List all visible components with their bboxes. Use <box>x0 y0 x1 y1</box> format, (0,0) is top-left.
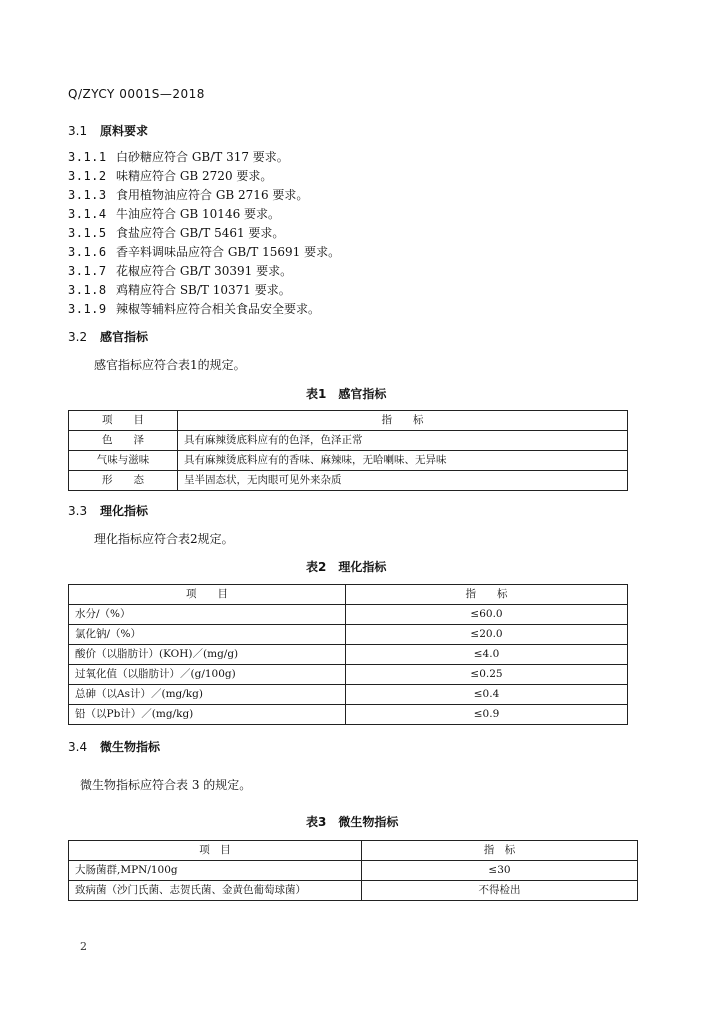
section-number: 3.4 <box>68 740 88 754</box>
table-row <box>69 451 628 471</box>
table-caption-3: 表3 微生物指标 <box>306 815 399 829</box>
table-row <box>69 645 628 665</box>
table-cell: 酸价（以脂肪计）(KOH)／(mg/g) <box>69 645 346 665</box>
section-paragraph: 理化指标应符合表2规定。 <box>94 532 234 546</box>
table-cell: 具有麻辣烫底料应有的色泽，色泽正常 <box>178 431 628 451</box>
physicochemical-table <box>68 584 628 725</box>
clause-3-1-6 <box>68 243 340 260</box>
table-cell: ≤30 <box>362 861 638 881</box>
clause-3-1-7 <box>68 262 292 279</box>
table-row <box>69 605 628 625</box>
clause-text: 食用植物油应符合 GB 2716 要求。 <box>116 188 309 202</box>
clause-number: 3.1.5 <box>68 226 107 240</box>
table-row <box>69 471 628 491</box>
clause-text: 牛油应符合 GB 10146 要求。 <box>116 207 281 221</box>
table-header-cell: 项 目 <box>69 585 346 605</box>
table-cell: 氯化钠/（%） <box>69 625 346 645</box>
clause-text: 香辛料调味品应符合 GB/T 15691 要求。 <box>116 245 341 259</box>
table-row <box>69 705 628 725</box>
table-cell: 气味与滋味 <box>69 451 178 471</box>
table-cell: 致病菌（沙门氏菌、志贺氏菌、金黄色葡萄球菌） <box>69 881 362 901</box>
table-row <box>69 431 628 451</box>
section-number: 3.3 <box>68 504 88 518</box>
clause-text: 辣椒等辅料应符合相关食品安全要求。 <box>116 302 321 316</box>
table-cell: 水分/（%） <box>69 605 346 625</box>
table-cell: ≤20.0 <box>346 625 628 645</box>
section-heading-3-1 <box>68 122 148 139</box>
section-number: 3.1 <box>68 124 88 138</box>
clause-number: 3.1.1 <box>68 150 107 164</box>
sensory-table <box>68 410 628 491</box>
table-header-cell: 项 目 <box>69 411 178 431</box>
clause-number: 3.1.2 <box>68 169 107 183</box>
table-cell: 大肠菌群,MPN/100g <box>69 861 362 881</box>
table-row <box>69 881 638 901</box>
clause-3-1-2 <box>68 167 272 184</box>
section-title: 理化指标 <box>100 504 149 518</box>
table-header-cell: 指 标 <box>362 841 638 861</box>
table-cell: 形 态 <box>69 471 178 491</box>
section-paragraph: 微生物指标应符合表 3 的规定。 <box>80 778 252 792</box>
table-cell: 不得检出 <box>362 881 638 901</box>
section-title: 原料要求 <box>100 124 149 138</box>
table-header-row <box>69 585 628 605</box>
table-cell: 总砷（以As计）／(mg/kg) <box>69 685 346 705</box>
table-header-row <box>69 411 628 431</box>
section-heading-3-3 <box>68 502 148 519</box>
clause-number: 3.1.6 <box>68 245 107 259</box>
table-cell: 色 泽 <box>69 431 178 451</box>
clause-text: 鸡精应符合 SB/T 10371 要求。 <box>116 283 291 297</box>
table-row <box>69 625 628 645</box>
clause-number: 3.1.3 <box>68 188 107 202</box>
clause-3-1-9 <box>68 300 320 317</box>
clause-number: 3.1.4 <box>68 207 107 221</box>
table-header-cell: 指 标 <box>346 585 628 605</box>
clause-number: 3.1.8 <box>68 283 107 297</box>
clause-3-1-8 <box>68 281 291 298</box>
table-row <box>69 685 628 705</box>
clause-number: 3.1.7 <box>68 264 107 278</box>
clause-text: 食盐应符合 GB/T 5461 要求。 <box>116 226 285 240</box>
table-caption-2: 表2 理化指标 <box>306 560 387 574</box>
table-header-cell: 指 标 <box>178 411 628 431</box>
table-cell: ≤4.0 <box>346 645 628 665</box>
clause-3-1-4 <box>68 205 280 222</box>
table-cell: 过氧化值（以脂肪计）／(g/100g) <box>69 665 346 685</box>
page-number: 2 <box>80 940 87 953</box>
section-number: 3.2 <box>68 330 88 344</box>
section-title: 感官指标 <box>100 330 149 344</box>
document-header: Q/ZYCY 0001S—2018 <box>68 87 205 101</box>
table-cell: ≤0.25 <box>346 665 628 685</box>
clause-3-1-5 <box>68 224 284 241</box>
table-row <box>69 861 638 881</box>
table-cell: 铅（以Pb计）／(mg/kg) <box>69 705 346 725</box>
table-header-row <box>69 841 638 861</box>
table-cell: ≤0.9 <box>346 705 628 725</box>
section-heading-3-4 <box>68 738 160 755</box>
table-header-cell: 项 目 <box>69 841 362 861</box>
table-cell: 呈半固态状，无肉眼可见外来杂质 <box>178 471 628 491</box>
clause-text: 白砂糖应符合 GB/T 317 要求。 <box>116 150 289 164</box>
table-row <box>69 665 628 685</box>
clause-number: 3.1.9 <box>68 302 107 316</box>
clause-text: 味精应符合 GB 2720 要求。 <box>116 169 273 183</box>
table-cell: ≤0.4 <box>346 685 628 705</box>
table-cell: ≤60.0 <box>346 605 628 625</box>
clause-text: 花椒应符合 GB/T 30391 要求。 <box>116 264 293 278</box>
table-cell: 具有麻辣烫底料应有的香味、麻辣味，无哈喇味、无异味 <box>178 451 628 471</box>
clause-3-1-3 <box>68 186 308 203</box>
section-heading-3-2 <box>68 328 148 345</box>
section-title: 微生物指标 <box>100 740 161 754</box>
table-caption-1: 表1 感官指标 <box>306 387 387 401</box>
section-paragraph: 感官指标应符合表1的规定。 <box>94 358 246 372</box>
clause-3-1-1 <box>68 148 289 165</box>
microbiological-table <box>68 840 638 901</box>
